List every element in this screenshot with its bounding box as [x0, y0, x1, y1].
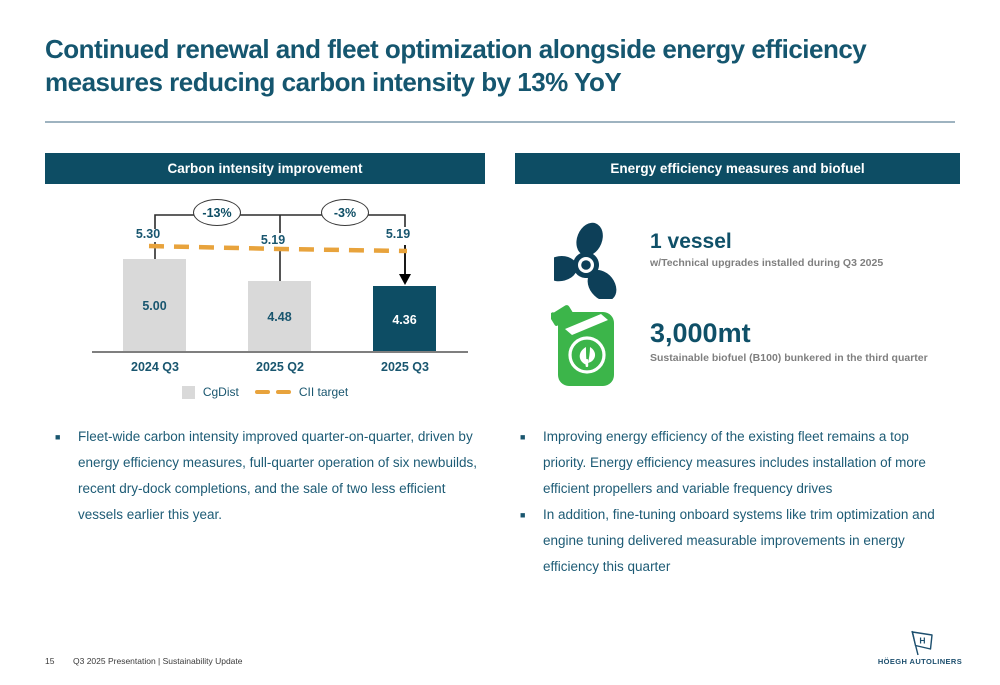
bullet-marker-icon: ■ [55, 432, 61, 442]
cgdist-swatch-icon [182, 386, 195, 399]
company-logo [865, 628, 975, 666]
stat-biofuel [650, 318, 928, 364]
flag-icon [899, 628, 941, 656]
slide-title-line-2: measures reducing carbon intensity by 13% YoY [45, 67, 622, 97]
bullet-text: Improving energy efficiency of the existing fleet remains a top priority. Energy efficiency measures includes installation of more efficient propellers and variable frequency drives [543, 429, 926, 496]
delta-annotation-2: -3% [321, 199, 369, 226]
company-name: HÖEGH AUTOLINERS [877, 657, 963, 666]
flag-letter: H [919, 635, 926, 646]
bullet-marker-icon: ■ [520, 510, 526, 520]
bar-value-label: 4.48 [267, 310, 292, 325]
stat-vessel-value: 1 vessel [650, 230, 732, 253]
slide-title [45, 33, 975, 99]
left-panel-header: Carbon intensity improvement [45, 153, 485, 184]
list-item [55, 424, 490, 528]
footer-text: Q3 2025 Presentation | Sustainability Update [73, 656, 243, 666]
left-bullet-list [55, 424, 490, 528]
title-divider [45, 121, 955, 123]
stat-biofuel-caption: Sustainable biofuel (B100) bunkered in the third quarter [650, 352, 928, 364]
page-number: 15 [45, 656, 55, 666]
bar-2025-q3 [373, 286, 436, 353]
bar-value-label: 5.00 [142, 299, 167, 314]
cii-target-dash-icon [255, 390, 291, 394]
bullet-marker-icon: ■ [520, 432, 526, 442]
list-item [520, 424, 952, 502]
category-label-1: 2024 Q3 [131, 360, 179, 374]
bar-value-label: 4.36 [392, 312, 417, 327]
list-item [520, 502, 952, 580]
propeller-icon [554, 219, 618, 299]
bar-2025-q2 [248, 281, 311, 353]
x-axis-line [92, 351, 468, 353]
chart-legend [45, 385, 485, 399]
stat-biofuel-value: 3,000mt [650, 318, 751, 348]
fuel-can-icon [551, 299, 619, 389]
right-bullet-list [520, 424, 952, 580]
stat-vessel-caption: w/Technical upgrades installed during Q3 2025 [650, 257, 884, 269]
category-label-2: 2025 Q2 [256, 360, 304, 374]
cii-target-label-3: 5.19 [385, 227, 411, 241]
right-panel-header: Energy efficiency measures and biofuel [515, 153, 960, 184]
stat-vessel [650, 230, 883, 269]
delta-annotation-1: -13% [193, 199, 241, 226]
cii-target-label-2: 5.19 [260, 233, 286, 247]
cii-target-label-1: 5.30 [135, 227, 161, 241]
carbon-intensity-chart [45, 185, 485, 415]
bullet-text: Fleet-wide carbon intensity improved quarter-on-quarter, driven by energy efficiency measures, full-quarter operation of six newbuilds, recent dry-dock completions, and the sale of two less efficient vessels earlier this year. [78, 429, 477, 522]
legend-label-cgdist: CgDist [202, 385, 239, 399]
legend-label-cii-target: CII target [298, 385, 349, 399]
slide-title-line-1: Continued renewal and fleet optimization alongside energy efficiency [45, 34, 867, 64]
category-label-3: 2025 Q3 [381, 360, 429, 374]
bullet-text: In addition, fine-tuning onboard systems like trim optimization and engine tuning delivered measurable improvements in energy efficiency this quarter [543, 507, 935, 574]
bar-2024-q3 [123, 259, 186, 353]
